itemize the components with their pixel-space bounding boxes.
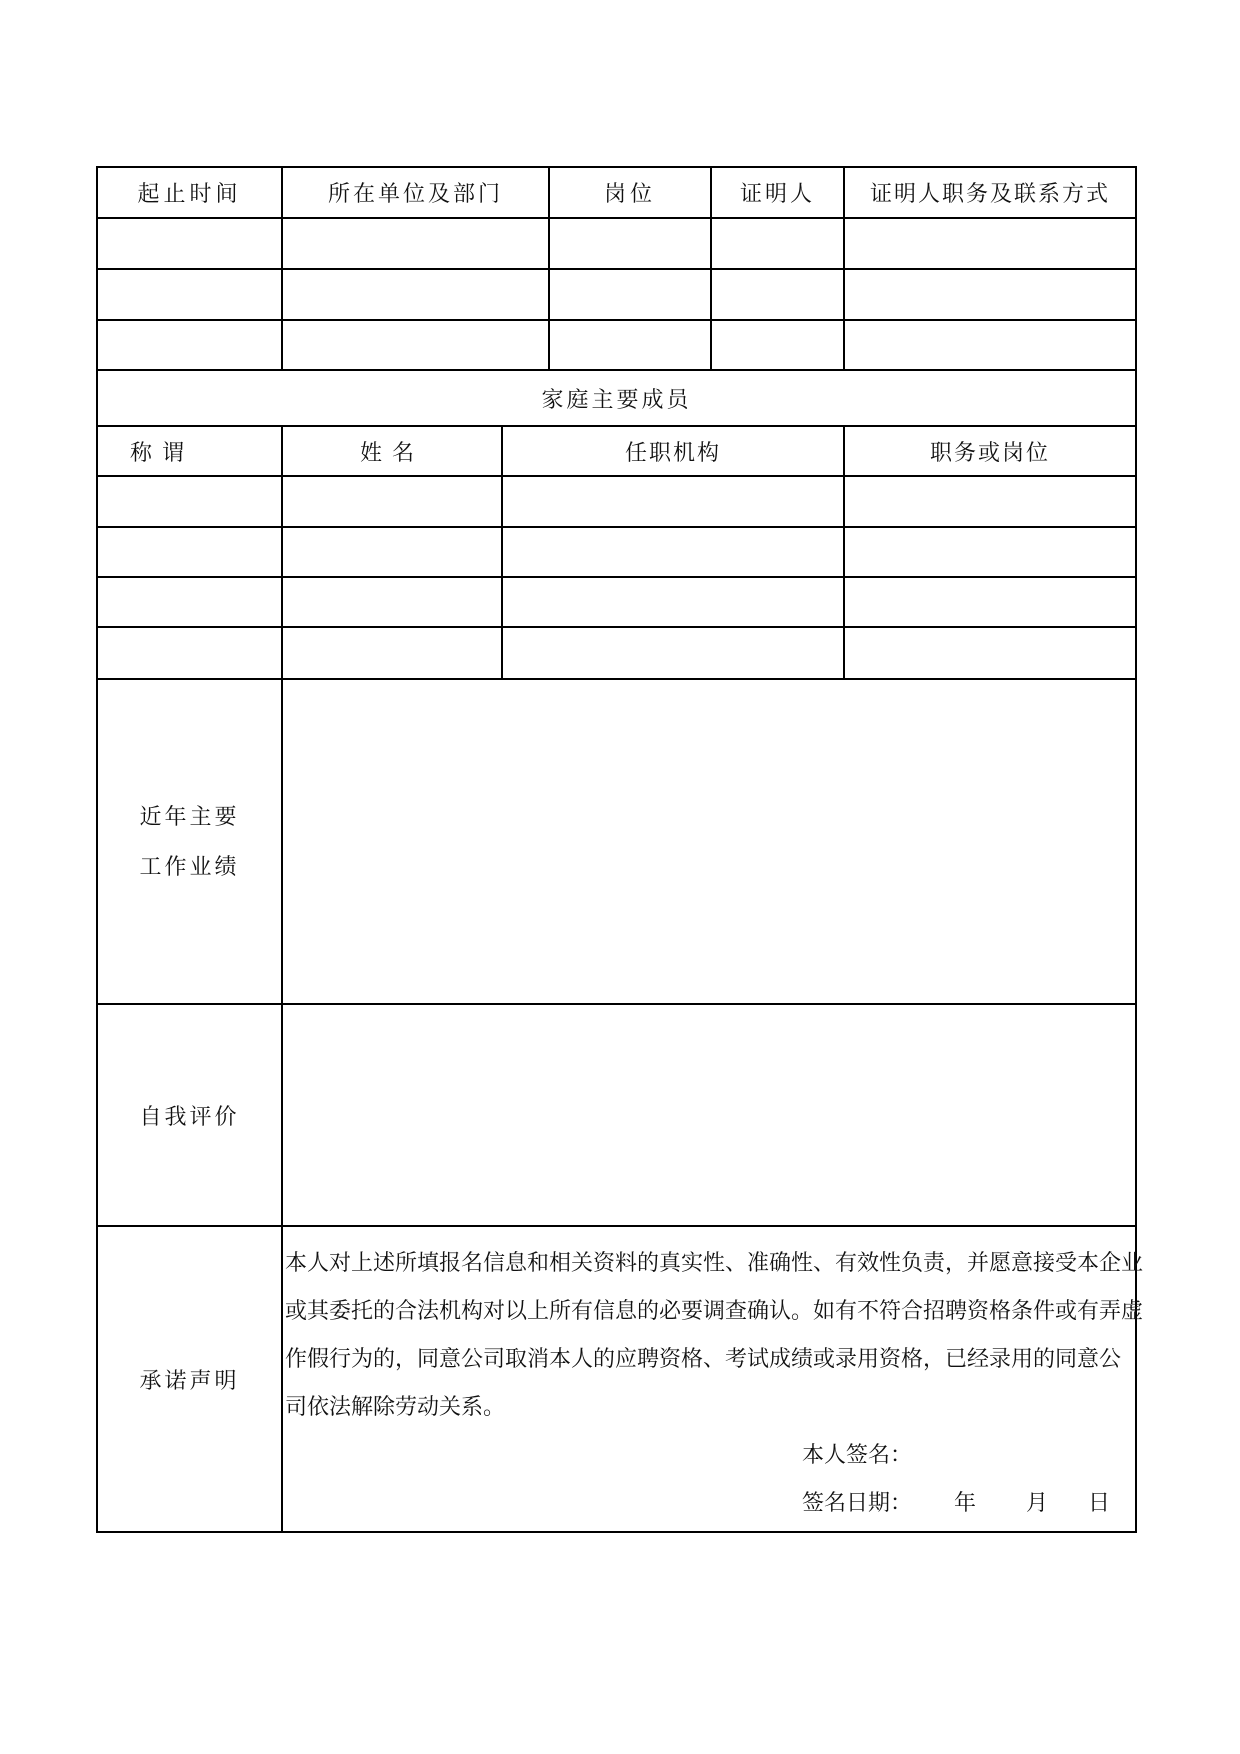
- family-input-cell[interactable]: [845, 578, 1135, 628]
- family-member-row: [98, 528, 1135, 578]
- col-header-duty-or-position-label: 职务或岗位: [929, 439, 1050, 465]
- work-history-input-cell[interactable]: [283, 270, 550, 321]
- family-member-row: [98, 477, 1135, 528]
- commitment-text-line: 司依法解除劳动关系。: [285, 1394, 506, 1419]
- commitment-content-cell: [283, 1227, 1144, 1531]
- family-input-cell[interactable]: [845, 528, 1135, 578]
- self-evaluation-label: 自我评价: [139, 1103, 240, 1129]
- commitment-text-line: 本人对上述所填报名信息和相关资料的真实性、准确性、有效性负责，并愿意接受本企业: [285, 1250, 1144, 1275]
- work-history-input-cell[interactable]: [550, 321, 712, 371]
- signature-date-line[interactable]: [802, 1479, 1135, 1527]
- work-history-input-cell[interactable]: [845, 321, 1135, 371]
- work-history-input-cell[interactable]: [98, 321, 283, 371]
- work-history-input-cell[interactable]: [98, 219, 283, 270]
- family-input-cell[interactable]: [283, 628, 503, 680]
- achievements-label-line2: 工作业绩: [139, 853, 240, 879]
- family-header-row: [98, 427, 1135, 477]
- col-header-relation-label: 称谓: [130, 439, 195, 465]
- col-header-name-label: 姓名: [359, 439, 424, 465]
- work-history-input-cell[interactable]: [283, 321, 550, 371]
- self-evaluation-input-cell[interactable]: [283, 1005, 1135, 1227]
- family-input-cell[interactable]: [98, 578, 283, 628]
- col-header-reference: [712, 168, 845, 219]
- date-unit-month: 月: [1026, 1490, 1049, 1515]
- work-history-input-cell[interactable]: [283, 219, 550, 270]
- col-header-time-period: [98, 168, 283, 219]
- family-section-title-row: [98, 371, 1135, 427]
- self-evaluation-label-cell: [98, 1005, 283, 1227]
- commitment-row: [98, 1227, 1144, 1531]
- col-header-time-period-label: 起止时间: [137, 181, 242, 206]
- work-history-input-cell[interactable]: [550, 270, 712, 321]
- col-header-duty-or-position: [845, 427, 1135, 477]
- col-header-employer-department-label: 所在单位及部门: [327, 181, 503, 206]
- work-history-input-cell[interactable]: [98, 270, 283, 321]
- family-member-row: [98, 628, 1135, 680]
- col-header-relation: [98, 427, 283, 477]
- family-section-title-cell: [98, 371, 1135, 427]
- family-input-cell[interactable]: [98, 477, 283, 528]
- family-input-cell[interactable]: [283, 477, 503, 528]
- col-header-reference-contact: [845, 168, 1135, 219]
- family-section-title: 家庭主要成员: [541, 386, 692, 412]
- family-input-cell[interactable]: [503, 628, 845, 680]
- work-history-row: [98, 321, 1135, 371]
- family-member-row: [98, 578, 1135, 628]
- signature-line[interactable]: [802, 1431, 1135, 1479]
- self-evaluation-row: [98, 1005, 1135, 1227]
- achievements-row: [98, 680, 1135, 1005]
- family-input-cell[interactable]: [503, 477, 845, 528]
- commitment-label: 承诺声明: [139, 1367, 240, 1393]
- work-history-input-cell[interactable]: [712, 321, 845, 371]
- work-history-row: [98, 270, 1135, 321]
- family-input-cell[interactable]: [283, 578, 503, 628]
- date-unit-day: 日: [1088, 1490, 1111, 1515]
- work-history-input-cell[interactable]: [712, 219, 845, 270]
- achievements-input-cell[interactable]: [283, 680, 1135, 1005]
- col-header-organization-label: 任职机构: [624, 439, 721, 465]
- work-history-row: [98, 219, 1135, 270]
- work-history-input-cell[interactable]: [712, 270, 845, 321]
- commitment-text-line: 或其委托的合法机构对以上所有信息的必要调查确认。如有不符合招聘资格条件或有弄虚: [285, 1298, 1144, 1323]
- commitment-text-line: 作假行为的，同意公司取消本人的应聘资格、考试成绩或录用资格，已经录用的同意公: [285, 1346, 1122, 1371]
- commitment-label-cell: [98, 1227, 283, 1531]
- family-input-cell[interactable]: [503, 528, 845, 578]
- family-input-cell[interactable]: [845, 628, 1135, 680]
- family-input-cell[interactable]: [845, 477, 1135, 528]
- work-history-input-cell[interactable]: [845, 270, 1135, 321]
- work-history-header-row: [98, 168, 1135, 219]
- signature-label: 本人签名：: [802, 1442, 913, 1467]
- achievements-label-line1: 近年主要: [139, 803, 240, 829]
- achievements-label-cell: [98, 680, 283, 1005]
- col-header-position-label: 岗位: [603, 181, 656, 206]
- date-unit-year: 年: [954, 1490, 977, 1515]
- work-history-input-cell[interactable]: [550, 219, 712, 270]
- col-header-name: [283, 427, 503, 477]
- family-input-cell[interactable]: [283, 528, 503, 578]
- col-header-organization: [503, 427, 845, 477]
- signature-date-label: 签名日期：: [802, 1490, 913, 1515]
- col-header-employer-department: [283, 168, 550, 219]
- application-form-table: [96, 166, 1144, 1533]
- col-header-reference-contact-label: 证明人职务及联系方式: [869, 181, 1110, 206]
- family-input-cell[interactable]: [98, 528, 283, 578]
- col-header-reference-label: 证明人: [739, 181, 815, 206]
- col-header-position: [550, 168, 712, 219]
- family-input-cell[interactable]: [98, 628, 283, 680]
- family-input-cell[interactable]: [503, 578, 845, 628]
- work-history-input-cell[interactable]: [845, 219, 1135, 270]
